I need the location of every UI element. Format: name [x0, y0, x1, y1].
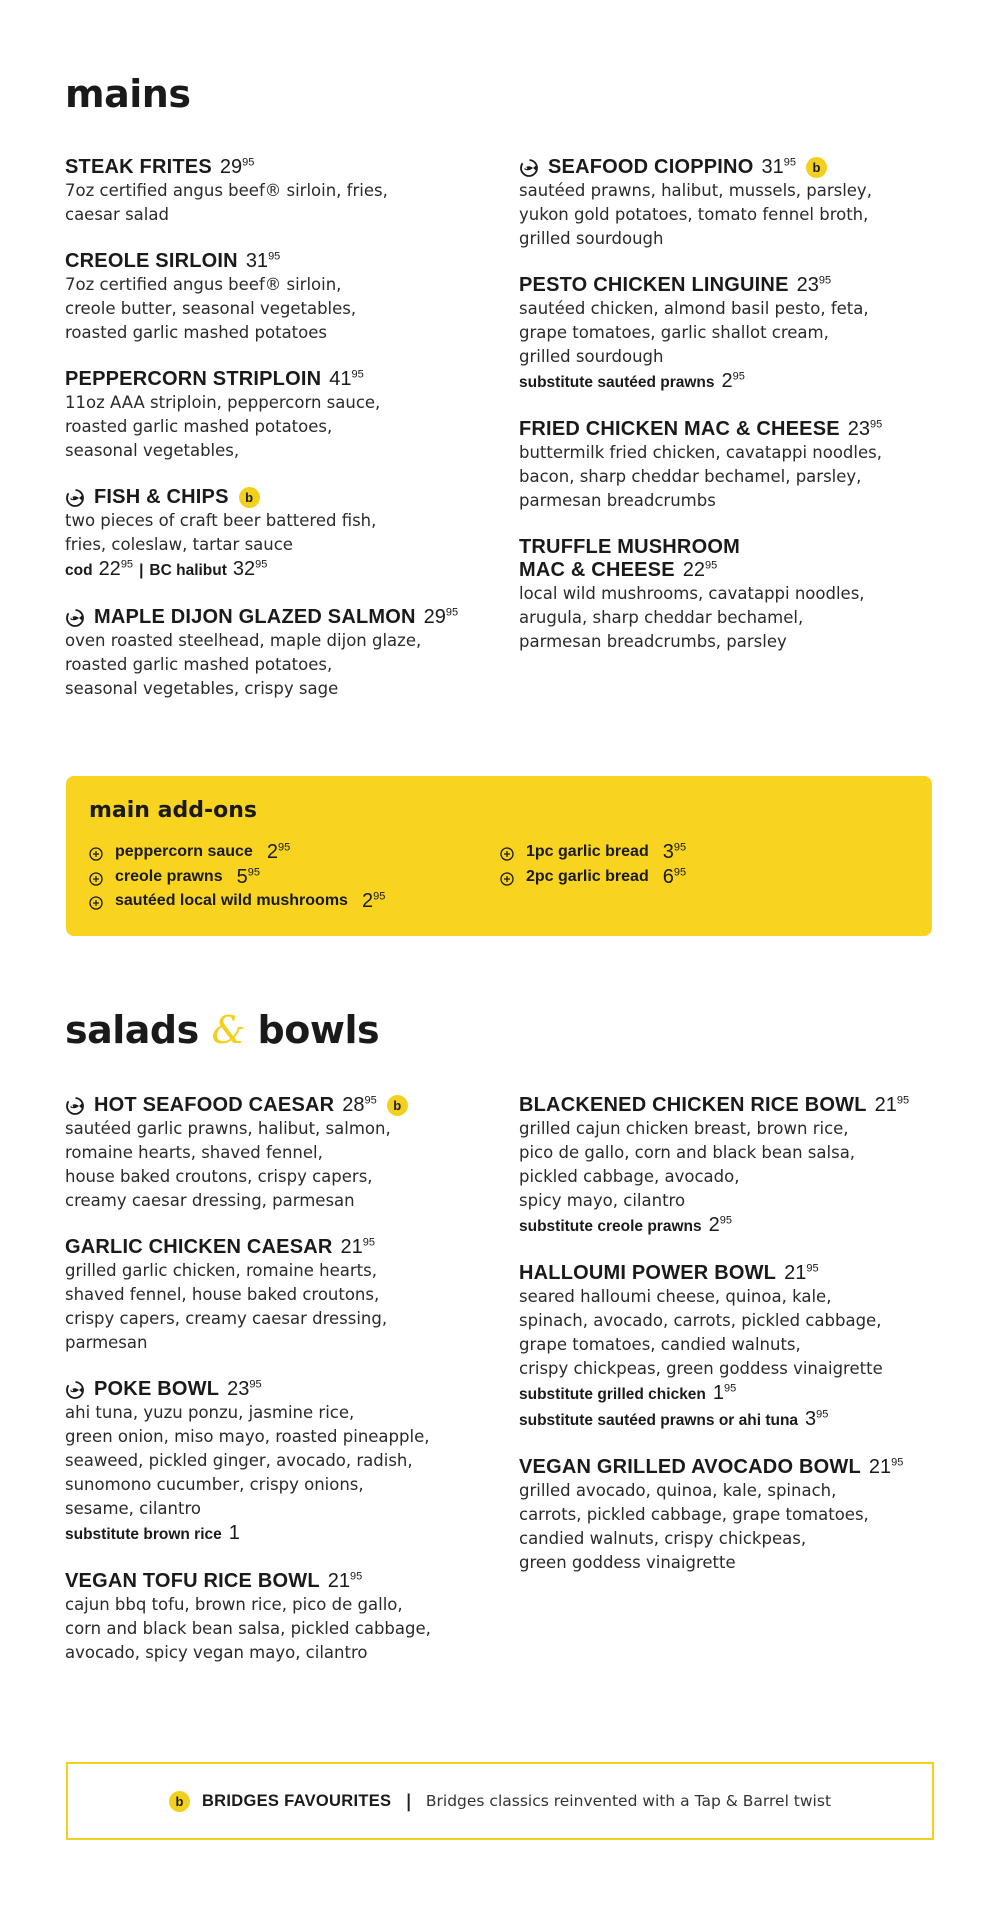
substitution-option	[65, 1521, 485, 1547]
menu-item-name: MAPLE DIJON GLAZED SALMON	[94, 606, 416, 628]
item-price	[362, 889, 385, 914]
legend-text: Bridges classics reinvented with a Tap & Barrel twist	[425, 1792, 832, 1810]
price-cents: 95	[362, 1236, 376, 1249]
price-dollars: 22	[98, 558, 121, 580]
item-price	[342, 1094, 377, 1117]
menu-item-header	[65, 606, 485, 629]
price-cents: 95	[724, 1382, 737, 1395]
menu-item-name-cont: MAC & CHEESE	[519, 559, 675, 581]
legend-separator: |	[405, 1790, 412, 1812]
section-title-salads-bowls	[65, 1008, 379, 1052]
title-bowls: bowls	[257, 1008, 380, 1052]
addon-label: 2pc garlic bread	[526, 867, 649, 885]
price-cents: 95	[673, 841, 687, 854]
menu-item-description: ahi tuna, yuzu ponzu, jasmine rice, green onion, miso mayo, roasted pineapple, seaweed, pickled ginger, avocado, radish, sunomono cucumber, crispy onions, sesame, cilantro	[65, 1403, 430, 1518]
price-cents: 95	[673, 865, 687, 878]
price-dollars: 29	[423, 606, 446, 628]
bridges-favourite-badge: b	[806, 157, 827, 178]
menu-item	[65, 486, 485, 583]
menu-item-description: two pieces of craft beer battered fish, fries, coleslaw, tartar sauce	[65, 511, 377, 554]
item-price	[246, 250, 281, 273]
price-cents: 95	[818, 274, 832, 287]
menu-item-description: grilled avocado, quinoa, kale, spinach, carrots, pickled cabbage, grape tomatoes, candied walnuts, crispy chickpeas, green goddess vinaigrette	[519, 1481, 869, 1572]
price-cents: 95	[719, 1214, 732, 1227]
price-dollars: 1	[228, 1522, 240, 1544]
menu-item-header	[519, 156, 939, 179]
price-dollars: 21	[784, 1262, 807, 1284]
menu-item	[65, 1570, 485, 1665]
menu-item	[65, 1236, 485, 1355]
menu-item-header	[65, 1570, 485, 1593]
menu-item	[519, 536, 939, 654]
menu-item-description: grilled garlic chicken, romaine hearts, shaved fennel, house baked croutons, crispy capers, creamy caesar dressing, parmesan	[65, 1261, 388, 1352]
menu-item-header	[65, 1236, 485, 1259]
price-dollars: 21	[874, 1094, 897, 1116]
menu-item-description: local wild mushrooms, cavatappi noodles, arugula, sharp cheddar bechamel, parmesan breadcrumbs, parsley	[519, 584, 865, 651]
menu-item	[65, 1094, 485, 1213]
menu-item-description: cajun bbq tofu, brown rice, pico de gallo, corn and black bean salsa, pickled cabbage, avocado, spicy vegan mayo, cilantro	[65, 1595, 431, 1662]
menu-item	[519, 1456, 939, 1575]
menu-item-header	[519, 1262, 939, 1285]
item-price	[424, 606, 459, 629]
menu-item-description: 7oz certified angus beef® sirloin, fries, caesar salad	[65, 181, 388, 224]
sustainable-seafood-icon	[65, 1380, 85, 1400]
menu-item-name: STEAK FRITES	[65, 156, 212, 178]
price-dollars: 28	[342, 1094, 365, 1116]
section-title-mains: mains	[65, 72, 191, 116]
menu-item-header	[65, 368, 485, 391]
price-cents: 95	[351, 368, 364, 381]
menu-item-name: PESTO CHICKEN LINGUINE	[519, 274, 789, 296]
item-price	[663, 840, 686, 865]
item-price	[784, 1262, 819, 1285]
price-cents: 95	[783, 156, 796, 169]
price-dollars: 23	[796, 274, 819, 296]
menu-item-name: VEGAN GRILLED AVOCADO BOWL	[519, 1456, 861, 1478]
sustainable-seafood-icon	[65, 488, 85, 508]
menu-item-name: GARLIC CHICKEN CAESAR	[65, 1236, 333, 1258]
menu-item-header	[65, 1378, 485, 1401]
menu-item-header	[519, 1094, 939, 1117]
addon-item	[89, 889, 500, 914]
item-price	[875, 1094, 910, 1117]
item-price	[683, 559, 718, 582]
item-price	[663, 865, 686, 890]
price-cents: 95	[242, 156, 255, 169]
item-price	[761, 156, 796, 179]
menu-item-name: FISH & CHIPS	[94, 486, 229, 508]
menu-item	[519, 1262, 939, 1433]
menu-item-description: seared halloumi cheese, quinoa, kale, spinach, avocado, carrots, pickled cabbage, grape tomatoes, candied walnuts, crispy chickpeas, green goddess vinaigrette	[519, 1287, 883, 1378]
menu-item-name: FRIED CHICKEN MAC & CHEESE	[519, 418, 840, 440]
price-cents: 95	[120, 558, 134, 571]
item-price	[227, 1378, 262, 1401]
substitution-label: substitute grilled chicken	[519, 1386, 706, 1403]
salads-left-column	[65, 1094, 485, 1688]
item-price	[329, 368, 364, 391]
menu-item-description: oven roasted steelhead, maple dijon glaze, roasted garlic mashed potatoes, seasonal vegetables, crispy sage	[65, 631, 422, 698]
substitution-label: substitute sautéed prawns	[519, 374, 715, 391]
menu-item-name: BLACKENED CHICKEN RICE BOWL	[519, 1094, 867, 1116]
menu-item-header	[519, 274, 939, 297]
item-price	[869, 1456, 904, 1479]
legend-label: BRIDGES FAVOURITES	[201, 1791, 392, 1810]
item-price	[341, 1236, 376, 1259]
menu-item-description: 11oz AAA striploin, peppercorn sauce, roasted garlic mashed potatoes, seasonal vegetables,	[65, 393, 381, 460]
item-price	[797, 274, 832, 297]
substitution-option	[519, 369, 939, 395]
addon-item	[89, 865, 500, 890]
addon-label: sautéed local wild mushrooms	[115, 892, 348, 909]
menu-item-header	[65, 1094, 485, 1117]
substitution-option	[519, 1407, 939, 1433]
menu-item-name: POKE BOWL	[94, 1378, 220, 1400]
menu-item-description: sautéed prawns, halibut, mussels, parsley, yukon gold potatoes, tomato fennel broth, grilled sourdough	[519, 181, 872, 248]
plus-circle-icon	[89, 894, 103, 908]
price-cents: 95	[255, 558, 268, 571]
plus-circle-icon	[500, 870, 514, 884]
price-cents: 95	[350, 1570, 363, 1583]
price-dollars: 23	[847, 418, 871, 440]
addon-item	[89, 840, 500, 865]
price-dollars: 3	[662, 841, 674, 863]
price-dollars: 1	[712, 1382, 725, 1404]
menu-item-name: VEGAN TOFU RICE BOWL	[65, 1570, 320, 1592]
substitution-label: substitute brown rice	[65, 1526, 222, 1543]
item-price	[229, 1522, 240, 1544]
addon-label: 1pc garlic bread	[526, 843, 649, 860]
price-dollars: 41	[329, 368, 352, 390]
price-cents: 95	[891, 1456, 904, 1469]
addon-item	[500, 840, 911, 865]
menu-item	[519, 418, 939, 513]
menu-item-header	[519, 1456, 939, 1479]
substitution-label: substitute creole prawns	[519, 1218, 702, 1235]
menu-item-name: HOT SEAFOOD CAESAR	[94, 1094, 335, 1116]
addons-title: main add-ons	[89, 798, 257, 823]
bridges-favourites-legend	[66, 1762, 934, 1840]
addons-right-column	[500, 840, 911, 914]
plus-circle-icon	[89, 870, 103, 884]
bridges-favourite-badge: b	[239, 487, 260, 508]
main-addons-box	[66, 776, 932, 936]
salads-right-column	[519, 1094, 939, 1598]
menu-item	[65, 368, 485, 463]
addons-left-column	[89, 840, 500, 914]
menu-item	[65, 606, 485, 701]
menu-item-name: HALLOUMI POWER BOWL	[519, 1262, 777, 1284]
menu-item-description: grilled cajun chicken breast, brown rice, pico de gallo, corn and black bean salsa, pickled cabbage, avocado, spicy mayo, cilantro	[519, 1119, 856, 1210]
bridges-favourite-badge: b	[169, 1791, 190, 1812]
menu-item-header	[65, 250, 485, 273]
bridges-favourite-badge: b	[387, 1095, 408, 1116]
menu-item-header-line2	[519, 559, 939, 582]
option-separator: |	[139, 562, 144, 579]
menu-item-header	[519, 536, 939, 559]
price-dollars: 29	[219, 156, 243, 178]
menu-item-description: sautéed chicken, almond basil pesto, feta, grape tomatoes, garlic shallot cream, grilled sourdough	[519, 299, 869, 366]
price-dollars: 31	[761, 156, 784, 178]
menu-item-name: CREOLE SIRLOIN	[65, 250, 238, 272]
price-dollars: 2	[721, 370, 733, 392]
menu-item	[519, 156, 939, 251]
price-cents: 95	[249, 1378, 262, 1391]
sustainable-seafood-icon	[65, 1096, 85, 1116]
price-dollars: 3	[805, 1408, 817, 1430]
substitution-option	[519, 1213, 939, 1239]
price-cents: 95	[277, 841, 291, 854]
plus-circle-icon	[89, 845, 103, 859]
addon-item	[500, 865, 911, 890]
price-dollars: 32	[232, 558, 256, 580]
item-price	[328, 1570, 363, 1593]
item-price	[99, 558, 134, 580]
price-dollars: 21	[340, 1236, 363, 1258]
price-dollars: 21	[868, 1456, 892, 1478]
menu-item-description: sautéed garlic prawns, halibut, salmon, romaine hearts, shaved fennel, house baked croutons, crispy capers, creamy caesar dressing, parmesan	[65, 1119, 391, 1210]
price-cents: 95	[247, 865, 260, 878]
price-dollars: 31	[245, 250, 269, 272]
price-options	[65, 557, 485, 583]
item-price	[713, 1382, 736, 1404]
item-price	[233, 558, 268, 580]
plus-circle-icon	[500, 845, 514, 859]
menu-item-name: PEPPERCORN STRIPLOIN	[65, 368, 322, 390]
menu-item-header	[65, 486, 485, 509]
mains-right-column	[519, 156, 939, 677]
price-cents: 95	[364, 1094, 377, 1107]
sustainable-seafood-icon	[65, 608, 85, 628]
menu-item-name: SEAFOOD CIOPPINO	[548, 156, 754, 178]
price-cents: 95	[373, 890, 386, 903]
item-price	[805, 1408, 828, 1430]
price-cents: 95	[816, 1408, 829, 1421]
menu-item	[519, 274, 939, 395]
price-cents: 95	[870, 418, 883, 431]
price-cents: 95	[732, 370, 745, 383]
item-price	[722, 370, 745, 392]
menu-item	[65, 250, 485, 345]
addon-label: peppercorn sauce	[115, 843, 253, 860]
menu-item	[519, 1094, 939, 1239]
price-cents: 95	[806, 1262, 819, 1275]
menu-item-name: TRUFFLE MUSHROOM	[519, 536, 740, 558]
price-cents: 95	[445, 606, 459, 619]
menu-item-description: buttermilk fried chicken, cavatappi noodles, bacon, sharp cheddar bechamel, parsley, parmesan breadcrumbs	[519, 443, 882, 510]
menu-item-header	[65, 156, 485, 179]
item-price	[848, 418, 883, 441]
menu-item-description: 7oz certified angus beef® sirloin, creole butter, seasonal vegetables, roasted garlic mashed potatoes	[65, 275, 357, 342]
title-ampersand: &	[211, 1008, 245, 1052]
substitution-label: substitute sautéed prawns or ahi tuna	[519, 1412, 799, 1429]
item-price	[267, 840, 290, 865]
price-dollars: 21	[327, 1570, 350, 1592]
price-cents: 95	[268, 250, 281, 263]
price-dollars: 23	[227, 1378, 250, 1400]
menu-item	[65, 1378, 485, 1547]
price-dollars: 22	[682, 559, 705, 581]
menu-item	[65, 156, 485, 227]
price-dollars: 2	[266, 841, 278, 863]
sustainable-seafood-icon	[519, 158, 539, 178]
item-price	[709, 1214, 732, 1236]
title-salads: salads	[65, 1008, 199, 1052]
price-dollars: 5	[236, 865, 248, 888]
price-cents: 95	[896, 1094, 910, 1107]
addon-label: creole prawns	[115, 867, 223, 885]
price-dollars: 6	[662, 865, 674, 888]
substitution-option	[519, 1381, 939, 1407]
option-label: cod	[65, 562, 93, 579]
mains-left-column	[65, 156, 485, 724]
item-price	[237, 865, 260, 890]
option-label: BC halibut	[149, 562, 227, 579]
price-dollars: 2	[708, 1214, 720, 1236]
menu-item-header	[519, 418, 939, 441]
price-cents: 95	[705, 559, 718, 572]
price-dollars: 2	[361, 890, 374, 912]
item-price	[220, 156, 255, 179]
